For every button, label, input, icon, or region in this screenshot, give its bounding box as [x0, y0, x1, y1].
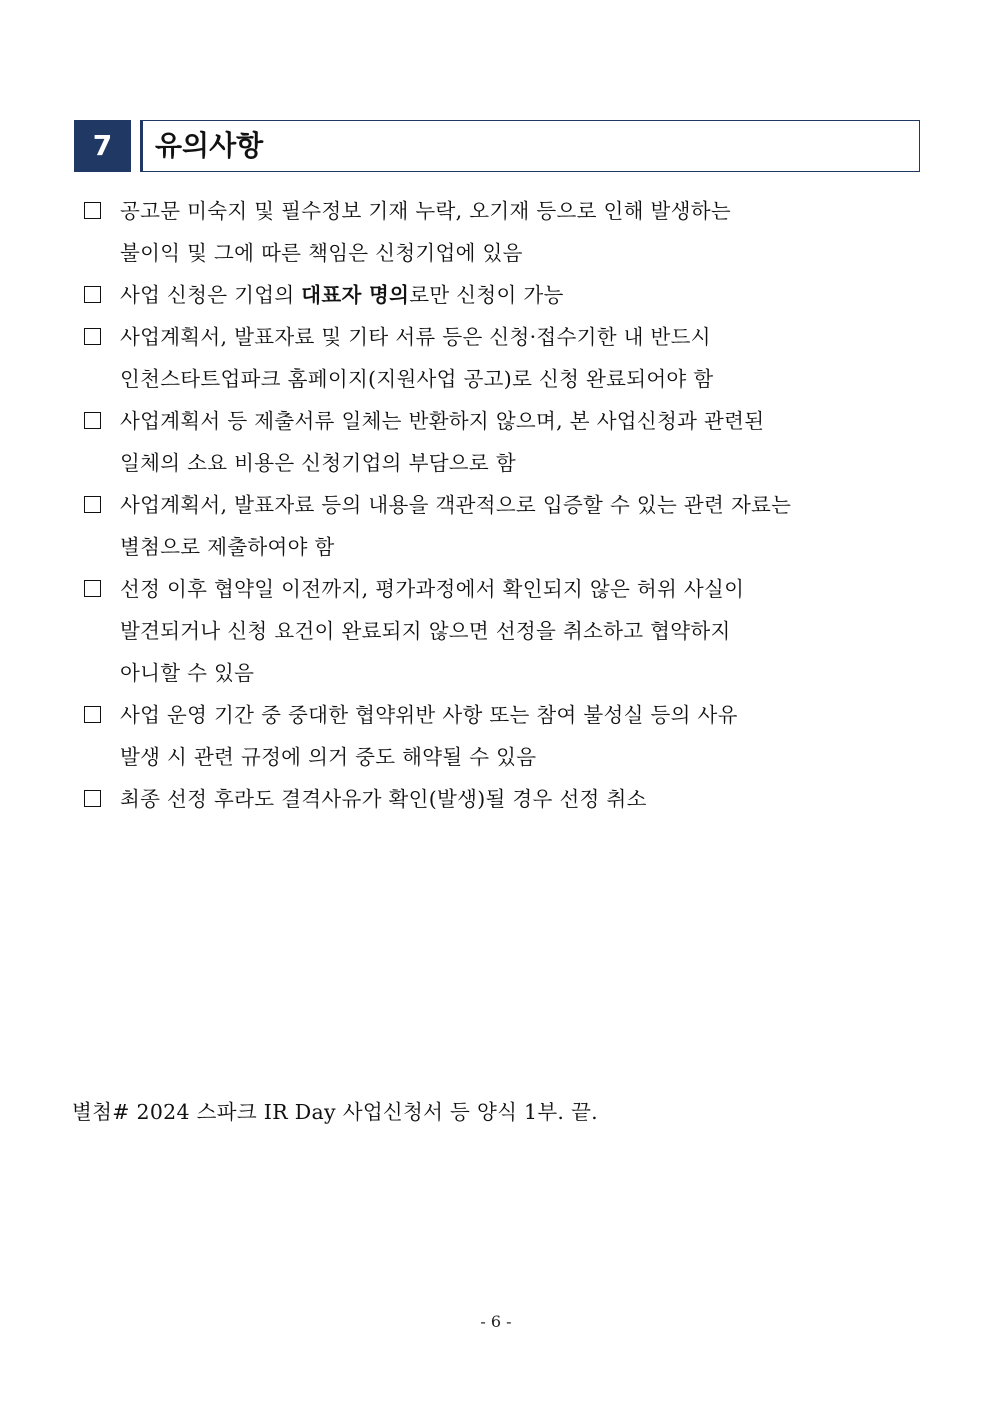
notice-line: 발견되거나 신청 요건이 완료되지 않으면 선정을 취소하고 협약하지 [120, 619, 731, 643]
notice-item [84, 484, 934, 568]
section-title-box [140, 120, 920, 172]
notice-line: 사업 운영 기간 중 중대한 협약위반 사항 또는 참여 불성실 등의 사유 [120, 703, 738, 727]
notice-item [84, 568, 934, 694]
notice-line: 아니할 수 있음 [120, 661, 255, 685]
notice-item [84, 778, 934, 820]
notice-line: 선정 이후 협약일 이전까지, 평가과정에서 확인되지 않은 허위 사실이 [120, 577, 745, 601]
notice-line: 인천스타트업파크 홈페이지(지원사업 공고)로 신청 완료되어야 함 [120, 367, 714, 391]
notice-line: 공고문 미숙지 및 필수정보 기재 누락, 오기재 등으로 인해 발생하는 [120, 199, 731, 223]
notice-line [120, 274, 934, 316]
notice-item [84, 400, 934, 484]
notice-line: 일체의 소요 비용은 신청기업의 부담으로 함 [120, 451, 516, 475]
section-header [74, 120, 920, 172]
notice-item [84, 316, 934, 400]
section-number-badge: 7 [74, 120, 131, 172]
notice-list [84, 190, 934, 820]
checkbox-icon [84, 202, 101, 219]
notice-line: 사업계획서 등 제출서류 일체는 반환하지 않으며, 본 사업신청과 관련된 [120, 409, 765, 433]
checkbox-icon [84, 286, 101, 303]
notice-emphasis: 대표자 명의 [301, 283, 410, 307]
notice-line: 최종 선정 후라도 결격사유가 확인(발생)될 경우 선정 취소 [120, 787, 647, 811]
notice-line: 별첨으로 제출하여야 함 [120, 535, 335, 559]
checkbox-icon [84, 706, 101, 723]
notice-line: 사업계획서, 발표자료 및 기타 서류 등은 신청·접수기한 내 반드시 [120, 325, 711, 349]
notice-line: 불이익 및 그에 따른 책임은 신청기업에 있음 [120, 241, 523, 265]
notice-item [84, 274, 934, 316]
checkbox-icon [84, 790, 101, 807]
notice-line: 사업계획서, 발표자료 등의 내용을 객관적으로 입증할 수 있는 관련 자료는 [120, 493, 792, 517]
notice-item [84, 190, 934, 274]
checkbox-icon [84, 496, 101, 513]
notice-text: 사업 신청은 기업의 [120, 283, 302, 307]
checkbox-icon [84, 580, 101, 597]
attachment-note: 별첨# 2024 스파크 IR Day 사업신청서 등 양식 1부. 끝. [72, 1100, 598, 1124]
checkbox-icon [84, 328, 101, 345]
checkbox-icon [84, 412, 101, 429]
notice-item [84, 694, 934, 778]
section-title: 유의사항 [155, 129, 264, 162]
notice-line: 발생 시 관련 규정에 의거 중도 해약될 수 있음 [120, 745, 537, 769]
page-number: - 6 - [480, 1312, 512, 1331]
notice-text: 로만 신청이 가능 [409, 283, 564, 307]
